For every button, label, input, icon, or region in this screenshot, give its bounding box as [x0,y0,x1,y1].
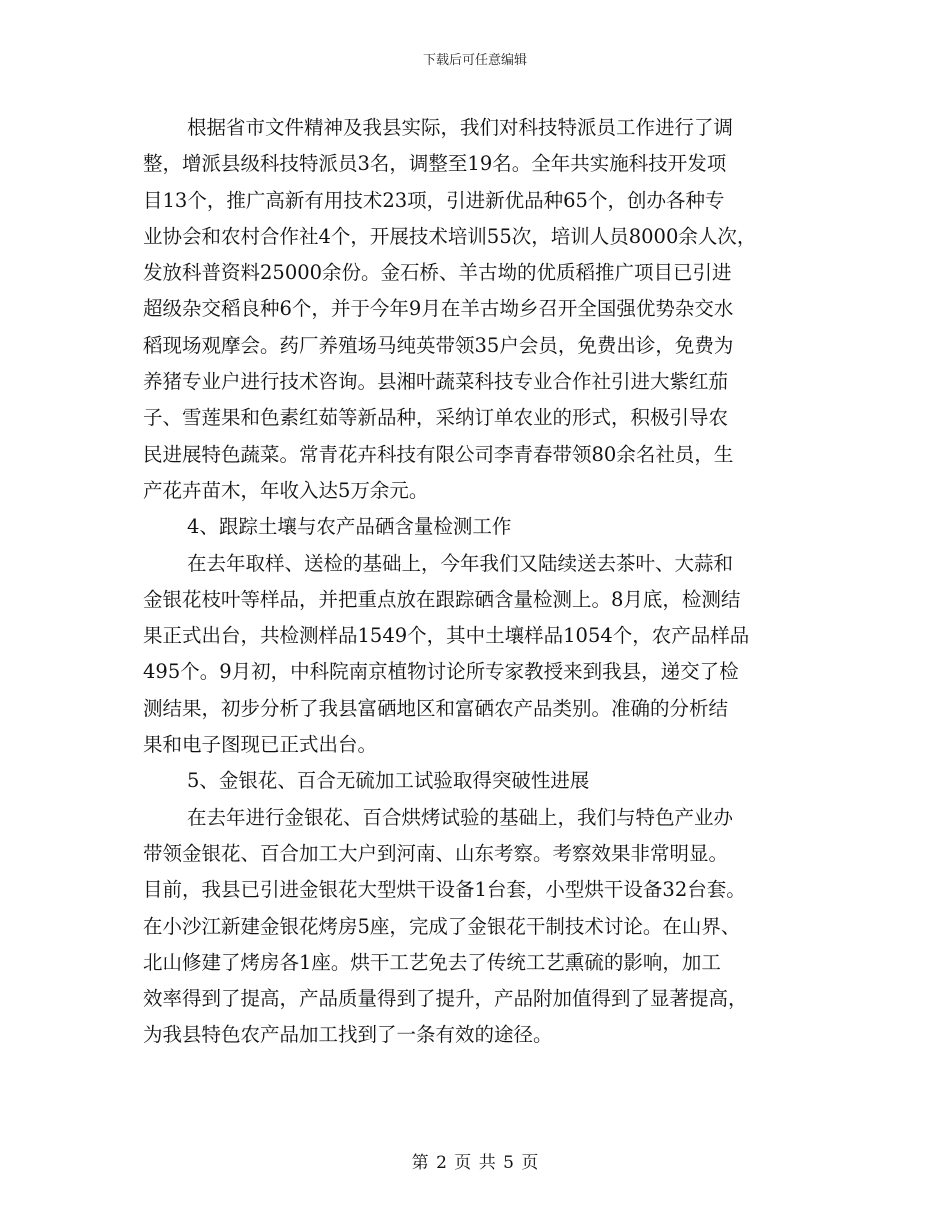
paragraph-line: 目前，我县已引进金银花大型烘干设备1台套，小型烘干设备32台套。 [143,878,746,902]
paragraph-line: 超级杂交稻良种6个，并于今年9月在羊古坳乡召开全国强优势杂交水 [143,297,734,321]
paragraph-line: 业协会和农村合作社4个，开展技术培训55次，培训人员8000余人次， [143,224,757,248]
paragraph-line: 为我县特色农产品加工找到了一条有效的途径。 [143,1023,553,1047]
paragraph-line: 子、雪莲果和色素红茹等新品种，采纳订单农业的形式，积极引导农 [143,406,729,430]
document-body [143,110,823,1054]
section-heading: 4、跟踪土壤与农产品硒含量检测工作 [187,515,512,539]
paragraph-line: 目13个，推广高新有用技术23项，引进新优品种65个，创办各种专 [143,188,725,212]
paragraph-line: 养猪专业户进行技术咨询。县湘叶蔬菜科技专业合作社引进大紫红茄 [143,370,729,394]
page-number-footer: 第 2 页 共 5 页 [411,1153,539,1173]
page-header: 下载后可任意编辑 [422,53,527,68]
paragraph-line: 北山修建了烤房各1座。烘干工艺免去了传统工艺熏硫的影响，加工 [143,950,721,974]
paragraph-line: 稻现场观摩会。药厂养殖场马纯英带领35户会员，免费出诊，免费为 [143,333,734,357]
paragraph-line: 民进展特色蔬菜。常青花卉科技有限公司李青春带领80余名社员，生 [143,442,734,466]
paragraph-line: 果和电子图现已正式出台。 [143,733,378,757]
paragraph-line: 果正式出台，共检测样品1549个，其中土壤样品1054个，农产品样品 [143,624,750,648]
paragraph-line: 在小沙江新建金银花烤房5座，完成了金银花干制技术讨论。在山界、 [143,914,741,938]
paragraph-line: 495个。9月初，中科院南京植物讨论所专家教授来到我县，递交了检 [143,660,739,684]
section-heading: 5、金银花、百合无硫加工试验取得突破性进展 [187,769,590,793]
paragraph-line: 带领金银花、百合加工大户到河南、山东考察。考察效果非常明显。 [143,841,729,865]
paragraph-line: 效率得到了提高，产品质量得到了提升，产品附加值得到了显著提高， [143,987,748,1011]
paragraph-line: 产花卉苗木，年收入达5万余元。 [143,478,429,502]
paragraph-line: 在去年取样、送检的基础上，今年我们又陆续送去茶叶、大蒜和 [187,551,734,575]
paragraph-line: 在去年进行金银花、百合烘烤试验的基础上，我们与特色产业办 [187,805,734,829]
paragraph-line: 金银花枝叶等样品，并把重点放在跟踪硒含量检测上。8月底，检测结 [143,587,741,611]
paragraph-line: 整，增派县级科技特派员3名，调整至19名。全年共实施科技开发项 [143,152,727,176]
paragraph-line: 发放科普资料25000余份。金石桥、羊古坳的优质稻推广项目已引进 [143,261,732,285]
paragraph-line: 测结果，初步分析了我县富硒地区和富硒农产品类别。准确的分析结 [143,696,729,720]
paragraph-line: 根据省市文件精神及我县实际，我们对科技特派员工作进行了调 [187,116,734,139]
